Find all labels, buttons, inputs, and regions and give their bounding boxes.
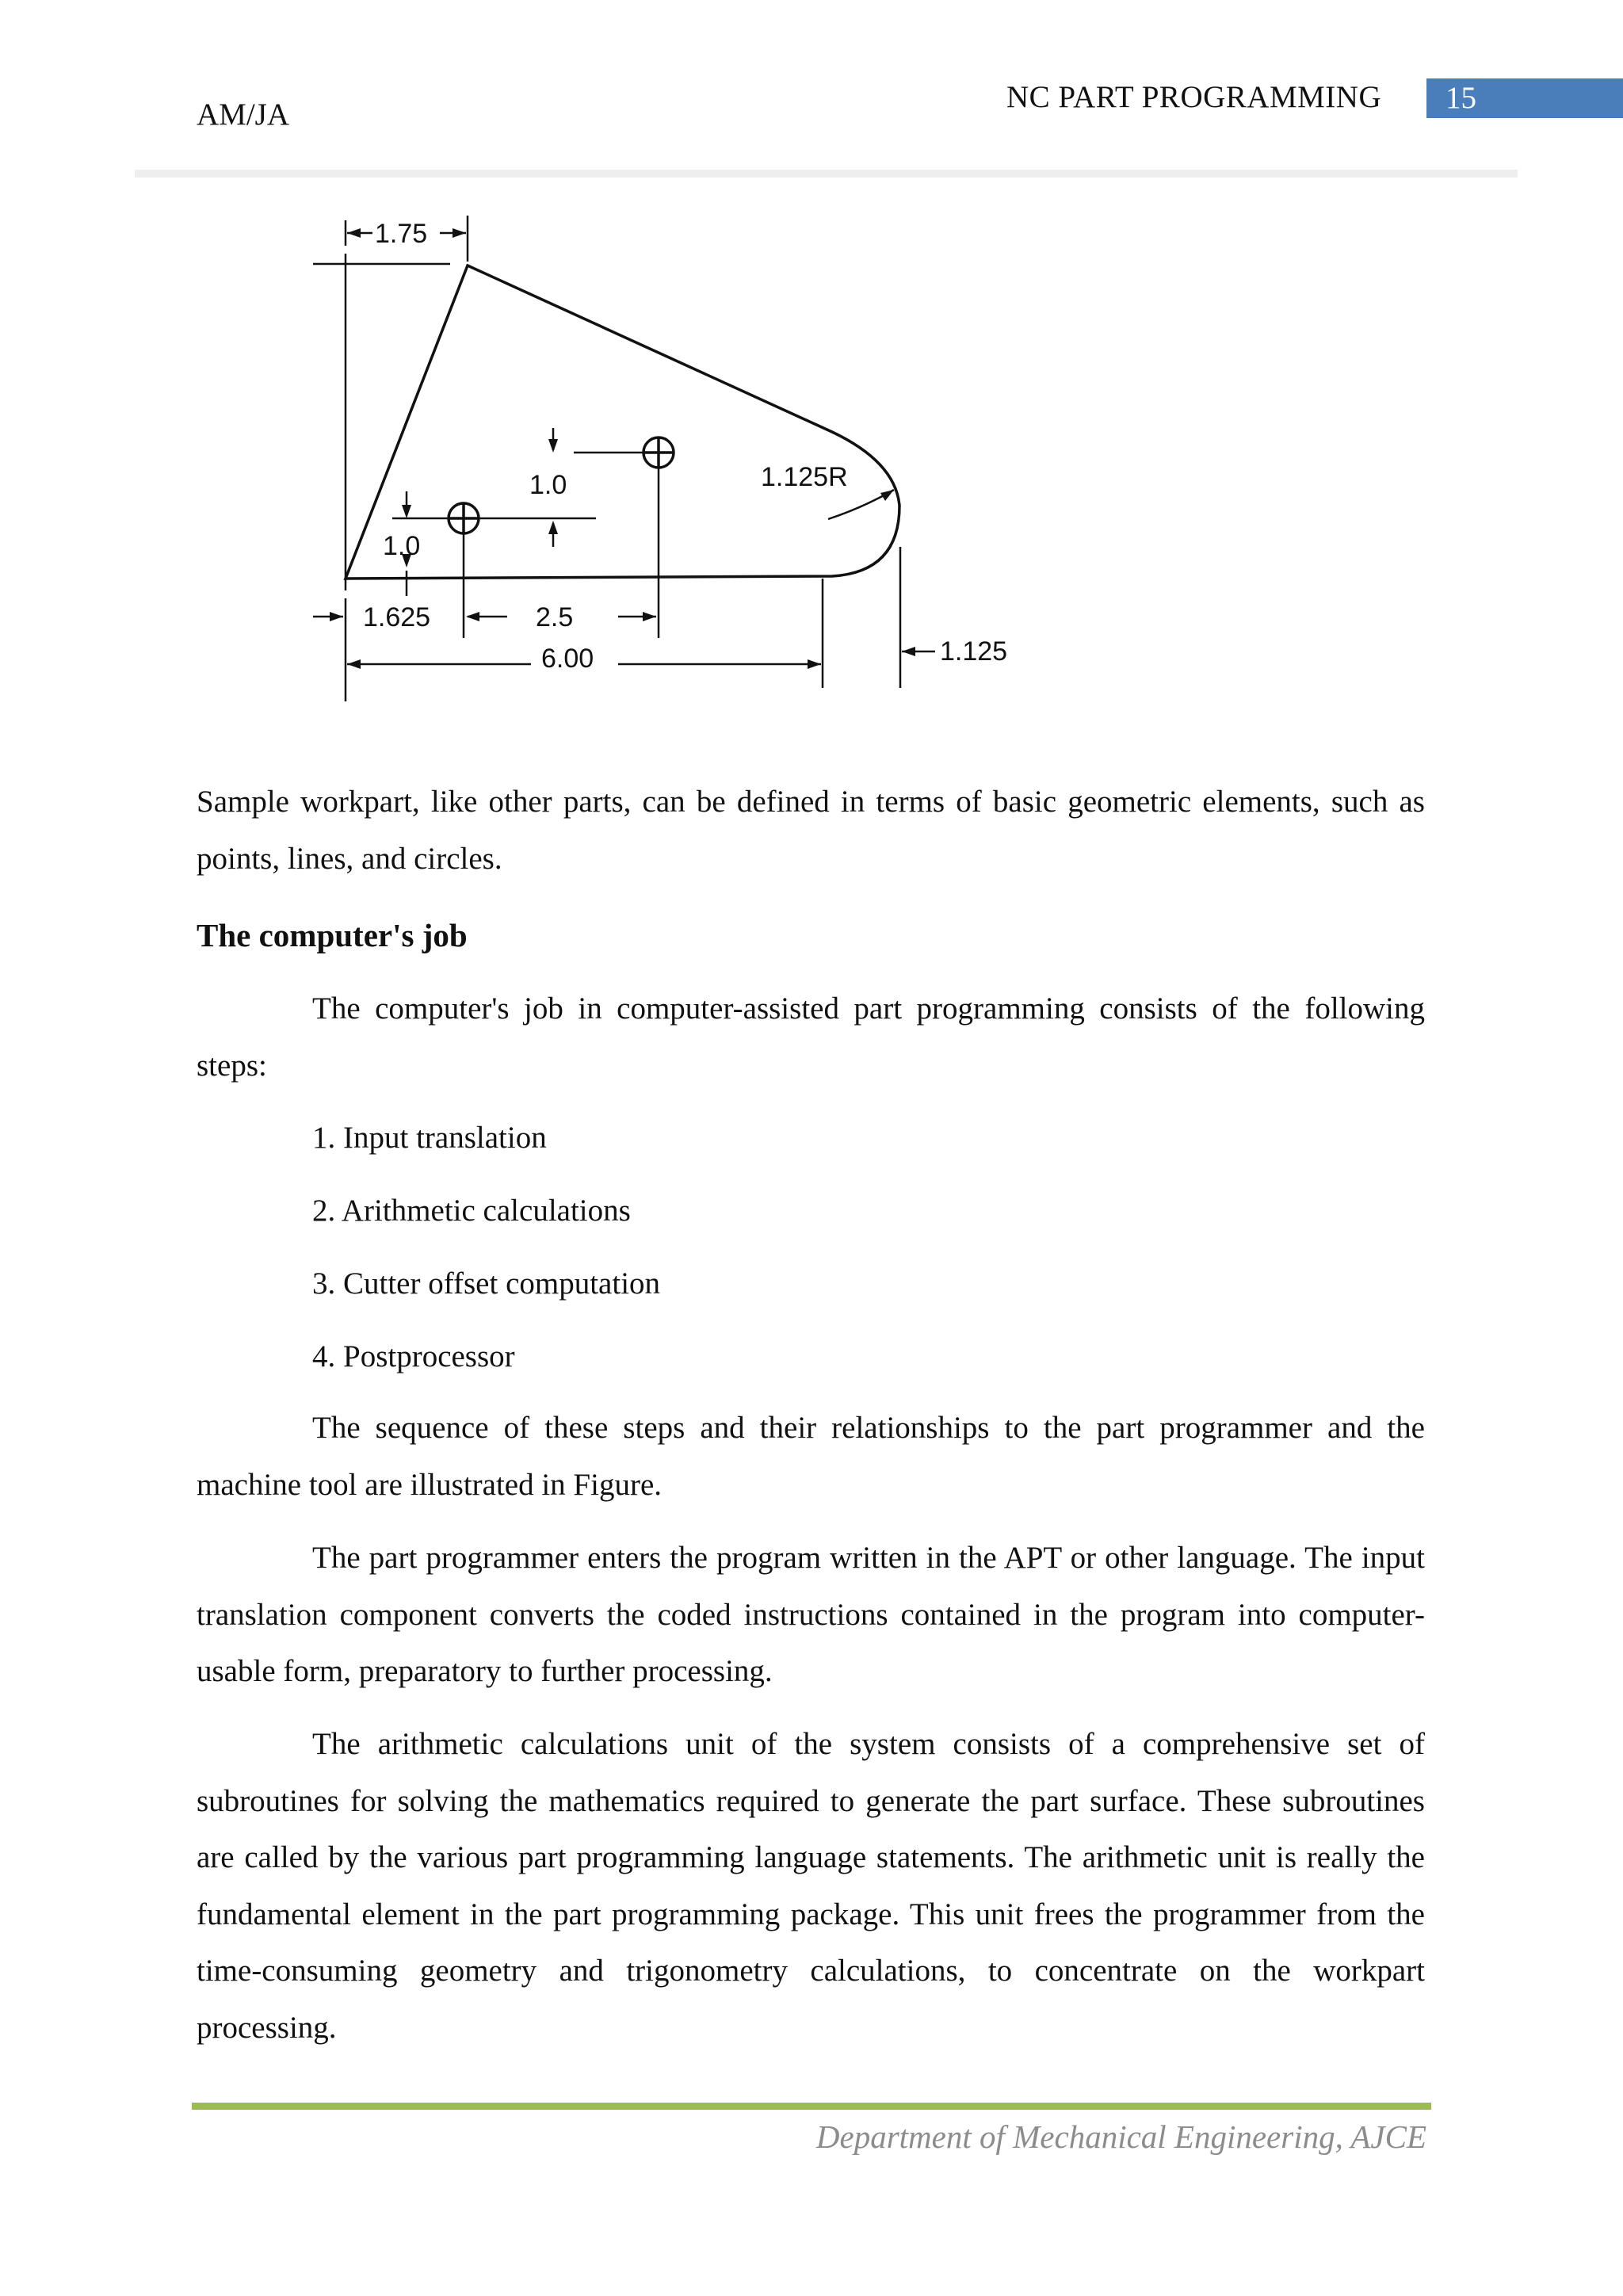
paragraph-arithmetic: The arithmetic calculations unit of the system consists of a comprehensive set of subroutines for solving the mathematics required to generate the part surface. These subroutines are called by the various part programming language statements. The arithmetic unit is really the fundamental element in the part programming package. This unit frees the programmer from the time-consuming geometry and trigonometry calculations, to concentrate on the workpart processing. [197,1727,1425,2045]
dim-1-125: 1.125 [940,636,1008,667]
paragraph-sequence: The sequence of these steps and their relationships to the part programmer and the machine tool are illustrated in Figure. [197,1411,1425,1502]
list-item: 1. Input translation [312,1121,547,1155]
list-item: 2. Arithmetic calculations [312,1194,631,1228]
header-title: NC PART PROGRAMMING [1006,80,1382,114]
dim-hole-1-0: 1.0 [529,470,567,500]
list-item: 3. Cutter offset computation [312,1266,661,1301]
workpart-drawing [293,206,1054,713]
dim-radius: 1.125R [761,462,848,492]
section-heading: The computer's job [197,917,468,953]
intro-paragraph: The computer's job in computer-assisted part programming consists of the following steps: [197,991,1425,1083]
header-divider [135,170,1518,178]
dim-2-5: 2.5 [536,602,574,632]
dim-1-75: 1.75 [375,219,428,249]
part-outline [346,266,899,579]
footer-divider [192,2103,1431,2110]
list-item: 4. Postprocessor [312,1339,515,1373]
dim-1-625: 1.625 [363,602,431,632]
paragraph-programmer: The part programmer enters the program written in the APT or other language. The input translation component converts the coded instructions contained in the program into computer-usable form, preparatory to further processing. [197,1541,1425,1688]
figure-caption: Sample workpart, like other parts, can be defined in terms of basic geometric elements, such as points, lines, and circles. [197,785,1425,876]
dim-left-1-0: 1.0 [383,531,421,561]
header-author: AM/JA [197,97,290,132]
footer-department: Department of Mechanical Engineering, AJCE [815,2118,1426,2155]
dim-6-00: 6.00 [541,644,594,674]
page-number-badge: 15 [1426,78,1623,118]
